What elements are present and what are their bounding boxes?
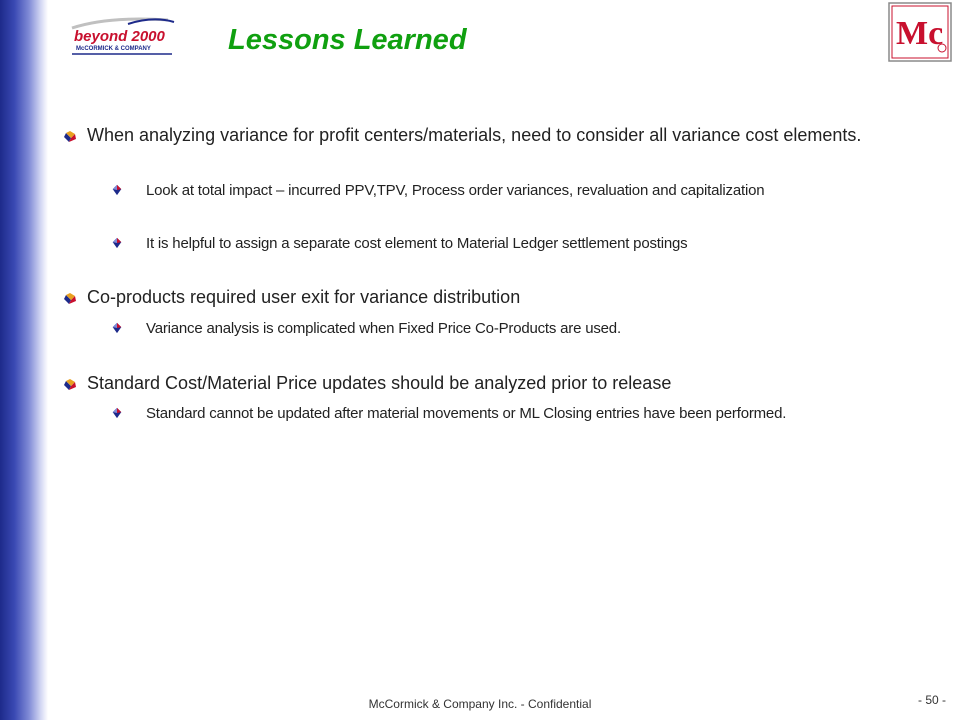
logo-mc-text: Mc [896, 15, 944, 52]
bullet-item: Co-products required user exit for variance distribution [87, 287, 521, 307]
bullet-icon [63, 130, 77, 144]
sub-bullet-item: Look at total impact – incurred PPV,TPV, Process order variances, revaluation and capitalization [146, 182, 765, 199]
page-number: - 50 - [917, 693, 946, 707]
logo-beyond-text: beyond 2000 [74, 28, 165, 45]
logo-company-text: McCORMICK & COMPANY [76, 46, 151, 52]
sub-bullet-icon [111, 237, 123, 249]
mccormick-logo [888, 2, 952, 62]
bullet-item: When analyzing variance for profit centers/materials, need to consider all variance cost elements. [87, 125, 862, 145]
side-gradient-bar [0, 0, 48, 720]
bullet-icon [63, 378, 77, 392]
bullet-item: Standard Cost/Material Price updates should be analyzed prior to release [87, 373, 672, 393]
sub-bullet-item: Standard cannot be updated after material movements or ML Closing entries have been performed. [146, 405, 787, 422]
page-title: Lessons Learned [228, 24, 467, 56]
footer-confidential: McCormick & Company Inc. - Confidential [368, 697, 592, 711]
sub-bullet-item: Variance analysis is complicated when Fixed Price Co-Products are used. [146, 320, 621, 337]
sub-bullet-icon [111, 184, 123, 196]
sub-bullet-item: It is helpful to assign a separate cost element to Material Ledger settlement postings [146, 235, 688, 252]
sub-bullet-icon [111, 407, 123, 419]
beyond-2000-logo [68, 14, 178, 58]
bullet-icon [63, 292, 77, 306]
sub-bullet-icon [111, 322, 123, 334]
